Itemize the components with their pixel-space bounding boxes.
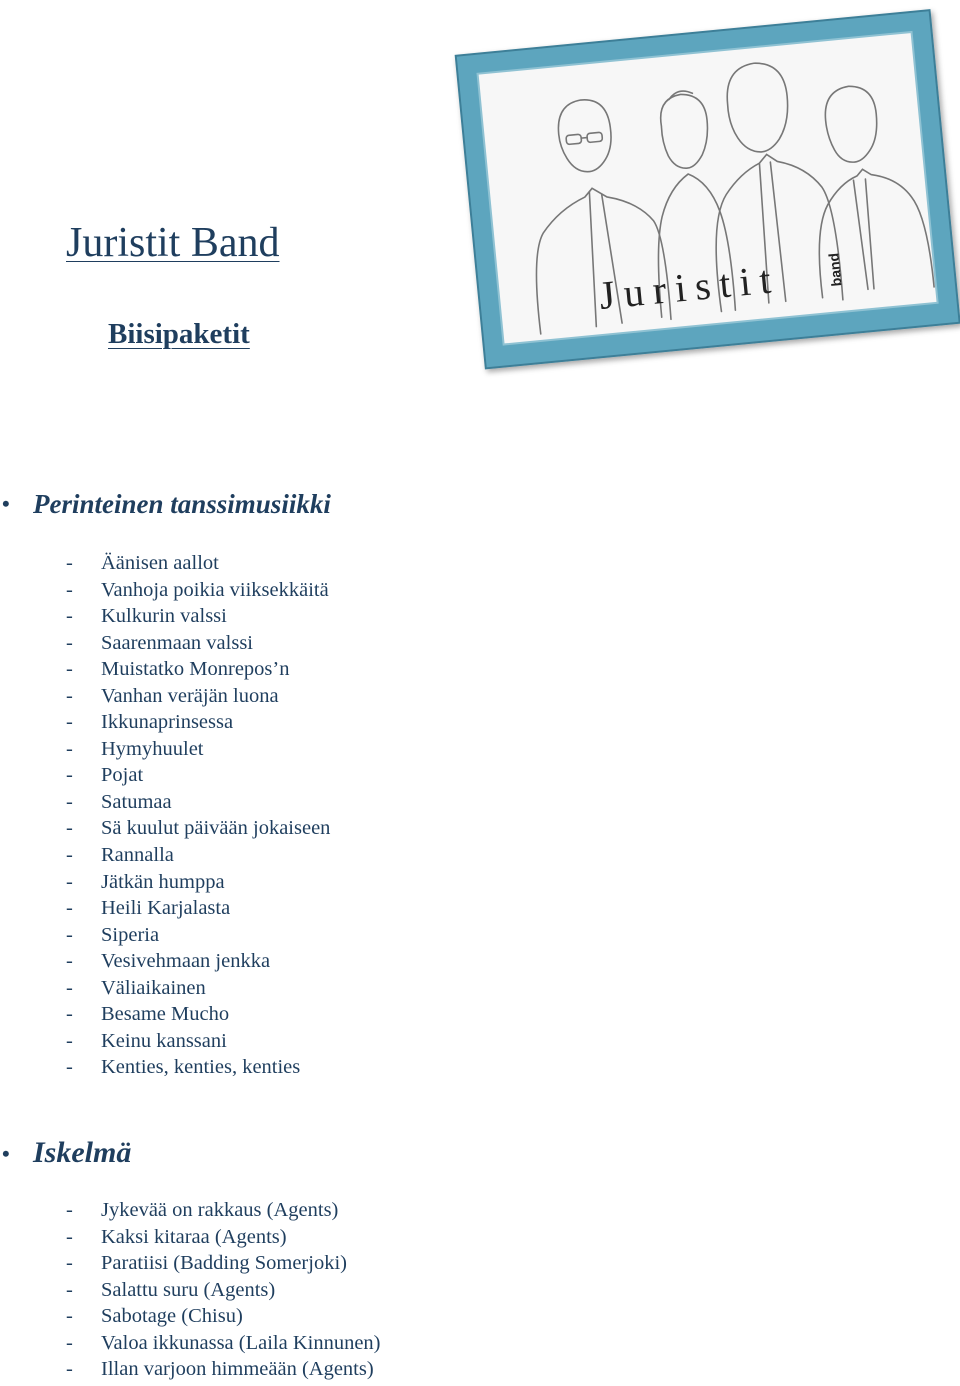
song-title: Äänisen aallot: [101, 552, 219, 574]
song-title: Valoa ikkunassa (Laila Kinnunen): [101, 1331, 381, 1354]
song-title: Pojat: [101, 764, 144, 787]
document-subtitle: Biisipaketit: [108, 318, 250, 350]
song-title: Vanhoja poikia viiksekkäitä: [101, 578, 329, 601]
logo-subtext: band: [825, 252, 845, 288]
logo-wordmark: Juristit: [597, 255, 782, 319]
song-title: Ikkunaprinsessa: [101, 711, 234, 734]
song-title: Illan varjoon himmeään (Agents): [101, 1358, 374, 1381]
song-title: Muistatko Monrepos’n: [101, 658, 290, 681]
song-title: Jykevää on rakkaus (Agents): [101, 1199, 339, 1221]
song-title: Vesivehmaan jenkka: [101, 950, 271, 973]
song-title: Paratiisi (Badding Somerjoki): [101, 1252, 347, 1275]
song-title: Jätkän humppa: [101, 870, 225, 893]
section-heading-text: Iskelmä: [33, 1136, 132, 1169]
song-title: Satumaa: [101, 790, 172, 813]
song-title: Sä kuulut päivään jokaiseen: [101, 817, 331, 840]
song-title: Heili Karjalasta: [101, 897, 231, 920]
song-title: Hymyhuulet: [101, 737, 204, 760]
song-title: Besame Mucho: [101, 1003, 230, 1026]
song-title: Väliaikainen: [101, 976, 206, 999]
song-title: Saarenmaan valssi: [101, 631, 253, 654]
song-title: Rannalla: [101, 844, 174, 867]
band-logo-image: [440, 3, 960, 383]
bullet-icon: •: [2, 491, 10, 516]
song-title: Keinu kanssani: [101, 1029, 227, 1052]
song-title: Sabotage (Chisu): [101, 1305, 243, 1328]
document-title: Juristit Band: [66, 220, 280, 266]
song-title: Vanhan veräjän luona: [101, 684, 279, 707]
song-title: Kulkurin valssi: [101, 605, 227, 628]
bullet-icon: •: [2, 1141, 10, 1166]
song-title: Kaksi kitaraa (Agents): [101, 1225, 287, 1248]
song-title: Salattu suru (Agents): [101, 1278, 276, 1301]
song-title: Siperia: [101, 923, 160, 946]
song-title: Kenties, kenties, kenties: [101, 1056, 301, 1079]
section-heading-text: Perinteinen tanssimusiikki: [33, 489, 331, 519]
